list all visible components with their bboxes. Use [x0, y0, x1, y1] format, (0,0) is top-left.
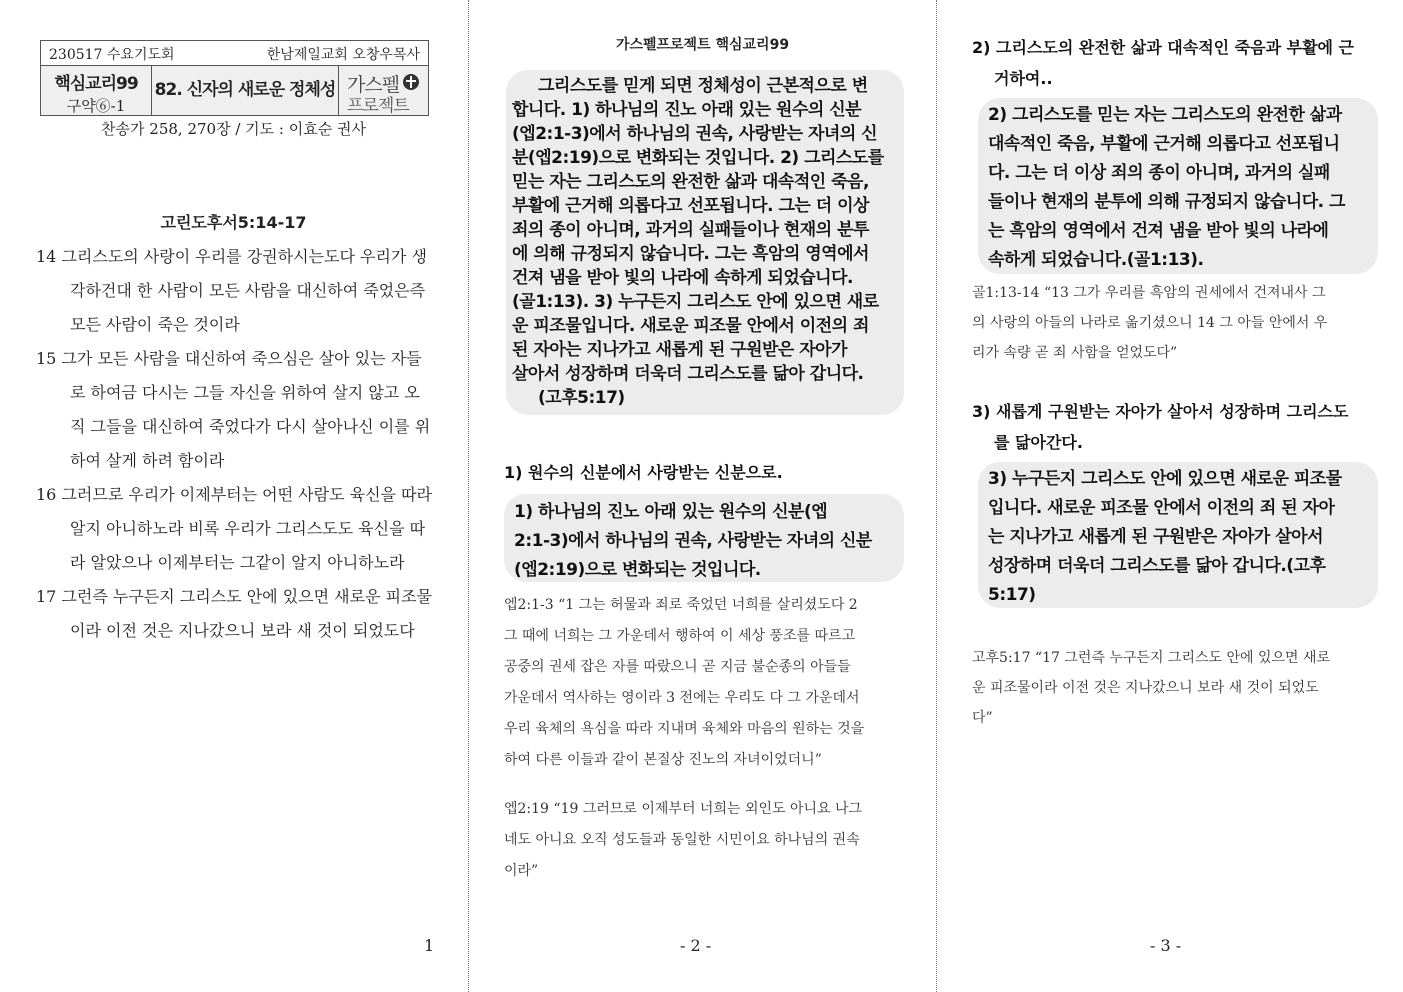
summary-line: 믿는 자는 그리스도의 완전한 삶과 대속적인 죽음, — [512, 172, 869, 192]
church-label: 한남제일교회 오창우목사 — [266, 47, 420, 63]
hymn-line: 찬송가 258, 270장 / 기도 : 이효순 권사 — [101, 120, 366, 138]
point2-line: 속하게 되었습니다.(골1:13). — [988, 250, 1204, 270]
ref-2cor5-17 — [972, 643, 1372, 733]
point2-line: 는 흑암의 영역에서 건져 냄을 받아 빛의 나라에 — [988, 221, 1329, 241]
ref-line: 리가 속량 곧 죄 사함을 얻었도다” — [972, 345, 1178, 361]
ref-line: 가운데서 역사하는 영이라 3 전에는 우리도 다 그 가운데서 — [504, 690, 860, 706]
summary-line: 된 자아는 지나가고 새롭게 된 구원받은 자아가 — [512, 340, 848, 360]
verse-list — [36, 240, 434, 648]
point2-text — [988, 101, 1374, 275]
logo-line1: 가스펠 — [347, 74, 400, 96]
point3-heading — [972, 396, 1372, 458]
point1-heading: 1) 원수의 신분에서 사랑받는 신분으로. — [504, 463, 783, 482]
point2-line: 들이나 현재의 분투에 의해 규정되지 않습니다. 그 — [988, 192, 1345, 212]
point3-line: 3) 누구든지 그리스도 안에 있으면 새로운 피조물 — [988, 469, 1342, 489]
page-title: 가스펠프로젝트 핵심교리99 — [615, 37, 790, 53]
cross-icon — [403, 74, 419, 90]
summary-line: 분(엡2:19)으로 변화되는 것입니다. 2) 그리스도를 — [512, 148, 884, 168]
point1-line: 2:1-3)에서 하나님의 권속, 사랑받는 자녀의 신분 — [514, 531, 872, 551]
ref-line: 의 사랑의 아들의 나라로 옮기셨으니 14 그 아들 안에서 우 — [972, 315, 1328, 331]
verse-item: 16 그러므로 우리가 이제부터는 어떤 사람도 육신을 따라 알지 아니하노라 비록 우리가 그리스도도 육신을 따라 알았으나 이제부터는 그같이 알지 아니하노라 — [36, 485, 432, 572]
point2-heading — [972, 32, 1372, 94]
summary-line: (골1:13). 3) 누구든지 그리스도 안에 있으면 새로 — [512, 292, 879, 312]
heading-line: 2) 그리스도의 완전한 삶과 대속적인 죽음과 부활에 근 — [972, 38, 1355, 57]
ref-line: 네도 아니요 오직 성도들과 동일한 시민이요 하나님의 권속 — [504, 832, 860, 848]
point2-line: 대속적인 죽음, 부활에 근거해 의롭다고 선포됩니 — [988, 134, 1340, 154]
point3-line: 입니다. 새로운 피조물 안에서 이전의 죄 된 자아 — [988, 498, 1335, 518]
summary-line: 살아서 성장하며 더욱더 그리스도를 닮아 갑니다. — [512, 364, 864, 384]
ref-eph2-1-3 — [504, 590, 904, 776]
page-divider-left — [468, 0, 469, 992]
header-box — [40, 40, 429, 116]
point3-line: 는 지나가고 새롭게 된 구원받은 자아가 살아서 — [988, 527, 1324, 547]
ref-line: 그 때에 너희는 그 가운데서 행하여 이 세상 풍조를 따르고 — [504, 628, 856, 644]
heading-line: 를 닮아간다. — [994, 433, 1083, 452]
summary-line: (엡2:1-3)에서 하나님의 권속, 사랑받는 자녀의 신 — [512, 124, 878, 144]
summary-line: (고후5:17) — [538, 388, 625, 408]
point1-line: 1) 하나님의 진노 아래 있는 원수의 신분(엡 — [514, 502, 828, 522]
summary-text — [512, 74, 900, 410]
summary-line: 운 피조물입니다. 새로운 피조물 안에서 이전의 죄 — [512, 316, 869, 336]
date-label: 230517 수요기도회 — [49, 47, 175, 63]
point1-line: (엡2:19)으로 변화되는 것입니다. — [514, 560, 761, 580]
ref-line: 우리 육체의 욕심을 따라 지내며 육체와 마음의 원하는 것을 — [504, 721, 865, 737]
heading-line: 거하여.. — [994, 69, 1053, 88]
verse-item: 15 그가 모든 사람을 대신하여 죽으심은 살아 있는 자들로 하여금 다시는 그들 자신을 위하여 살지 않고 오직 그들을 대신하여 죽었다가 다시 살아나신 이를 위하여 살게 하려 함이라 — [36, 349, 431, 470]
ref-line: 고후5:17 “17 그런즉 누구든지 그리스도 안에 있으면 새로 — [972, 650, 1331, 666]
summary-line: 건져 냄을 받아 빛의 나라에 속하게 되었습니다. — [512, 268, 853, 288]
verse-item: 17 그런즉 누구든지 그리스도 안에 있으면 새로운 피조물이라 이전 것은 지나갔으니 보라 새 것이 되었도다 — [36, 587, 432, 640]
summary-line: 합니다. 1) 하나님의 진노 아래 있는 원수의 신분 — [512, 100, 862, 120]
page-number: - 3 - — [1150, 936, 1182, 955]
page-number: - 2 - — [680, 936, 712, 955]
gospel-project-logo — [339, 66, 428, 115]
page-divider-right — [936, 0, 937, 992]
point3-text — [988, 465, 1374, 610]
ref-line: 다” — [972, 710, 993, 726]
passage-title: 고린도후서5:14-17 — [160, 213, 307, 232]
summary-line: 부활에 근거해 의롭다고 선포됩니다. 그는 더 이상 — [512, 196, 869, 216]
ref-line: 엡2:19 “19 그러므로 이제부터 너희는 외인도 아니요 나그 — [504, 801, 863, 817]
summary-line: 죄의 종이 아니며, 과거의 실패들이나 현재의 분투 — [512, 220, 869, 240]
heading-line: 3) 새롭게 구원받는 자아가 살아서 성장하며 그리스도 — [972, 402, 1349, 421]
ref-line: 운 피조물이라 이전 것은 지나갔으니 보라 새 것이 되었도 — [972, 680, 1319, 696]
summary-line: 에 의해 규정되지 않습니다. 그는 흑암의 영역에서 — [512, 244, 869, 264]
lesson-title: 82. 신자의 새로운 정체성 — [152, 66, 339, 115]
series-cell — [41, 66, 152, 115]
page-number: 1 — [424, 936, 435, 955]
logo-line2: 프로젝트 — [347, 96, 409, 116]
ref-eph2-19 — [504, 794, 904, 887]
ref-line: 공중의 권세 잡은 자를 따랐으니 곧 지금 불순종의 아들들 — [504, 659, 851, 675]
ref-line: 골1:13-14 “13 그가 우리를 흑암의 권세에서 건져내사 그 — [972, 285, 1326, 301]
ref-line: 하여 다른 이들과 같이 본질상 진노의 자녀이었더니” — [504, 752, 822, 768]
ref-col1-13-14 — [972, 278, 1372, 368]
point2-line: 다. 그는 더 이상 죄의 종이 아니며, 과거의 실패 — [988, 163, 1330, 183]
verse-item: 14 그리스도의 사랑이 우리를 강권하시는도다 우리가 생각하건대 한 사람이 모든 사람을 대신하여 죽었은즉 모든 사람이 죽은 것이라 — [36, 247, 427, 334]
summary-line: 그리스도를 믿게 되면 정체성이 근본적으로 변 — [538, 76, 868, 96]
series-title: 핵심교리99 — [54, 74, 138, 94]
point1-text — [514, 498, 900, 585]
point3-line: 성장하며 더욱더 그리스도를 닮아 갑니다.(고후 — [988, 556, 1326, 576]
point3-line: 5:17) — [988, 585, 1036, 605]
series-sub: 구약⑥-1 — [66, 97, 126, 115]
header-row-top — [41, 41, 428, 66]
point2-line: 2) 그리스도를 믿는 자는 그리스도의 완전한 삶과 — [988, 105, 1342, 125]
ref-line: 엡2:1-3 “1 그는 허물과 죄로 죽었던 너희를 살리셨도다 2 — [504, 597, 858, 613]
ref-line: 이라” — [504, 863, 539, 879]
